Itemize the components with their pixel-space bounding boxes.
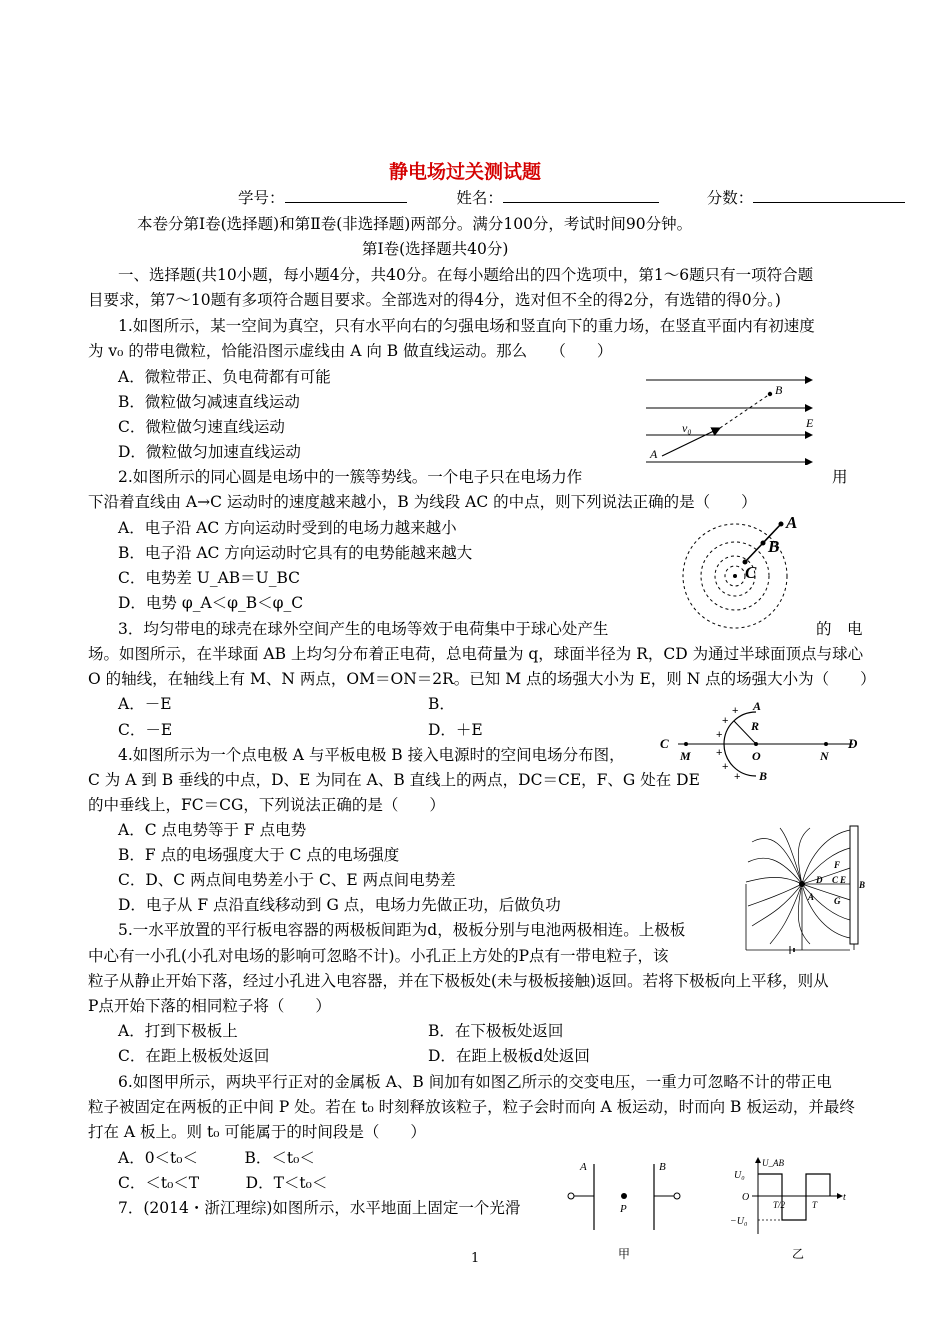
q6-figure-yi <box>730 1152 855 1264</box>
q2-figure <box>675 510 810 635</box>
student-name-blank[interactable] <box>503 187 659 203</box>
q2-fig-label-a: A <box>786 513 798 532</box>
q5-stem-line1: 5.一水平放置的平行板电容器的两极板间距为d，极板分别与电池两极相连。上极板 <box>118 921 686 939</box>
q2-stem-line2: 下沿着直线由 A→C 运动时的速度越来越小，B 为线段 AC 的中点，则下列说法正确的是（ ） <box>88 493 757 511</box>
svg-text:+: + <box>722 715 729 727</box>
q4-stem-line1: 4.如图所示为一个点电极 A 与平板电极 B 接入电源时的空间电场分布图， <box>118 746 625 764</box>
q1-fig-label-v0: v₀ <box>682 421 692 435</box>
q2-stem-line1: 2.如图所示的同心圆是电场中的一簇等势线。一个电子只在电场力作 <box>118 468 583 486</box>
q6-stem-line2: 粒子被固定在两板的正中间 P 处。若在 t₀ 时刻释放该粒子，粒子会时而向 A 板运动，时而向 B 板运动，并最终 <box>88 1098 855 1116</box>
q6-figure-jia <box>562 1158 692 1264</box>
q3-fig-label-m: M <box>680 749 691 763</box>
q3-fig-label-o: O <box>752 749 761 763</box>
q2-fig-label-c: C <box>745 563 757 582</box>
score-label: 分数： <box>706 189 754 207</box>
student-id-blank[interactable] <box>285 187 407 203</box>
student-id-label: 学号： <box>238 189 285 207</box>
q6-fig-label-b: B <box>659 1161 666 1173</box>
page-title: 静电场过关测试题 <box>389 161 542 183</box>
q4-fig-label-b: B <box>859 880 866 890</box>
q2-option-c[interactable]: C．电势差 U_AB＝U_BC <box>118 569 301 587</box>
q5-stem-line4: P点开始下落的相同粒子将（ ） <box>88 997 331 1015</box>
q6-fig-label-neg-u0: −U₀ <box>730 1216 748 1227</box>
q3-fig-label-r: R <box>751 719 760 733</box>
q6-options-ab[interactable]: A．0＜t₀＜ B．＜t₀＜ <box>118 1149 315 1167</box>
svg-text:+: + <box>716 747 723 759</box>
q6-fig-label-yi: 乙 <box>792 1247 805 1261</box>
q3-stem-line1-end: 的 电 <box>816 620 863 638</box>
q6-fig-label-a: A <box>580 1161 587 1173</box>
q3-fig-label-a: A <box>753 700 762 713</box>
svg-text:+: + <box>722 761 729 773</box>
q4-fig-label-f: F <box>834 860 841 870</box>
q1-stem-line1: 1.如图所示，某一空间为真空，只有水平向右的匀强电场和竖直向下的重力场，在竖直平面内有初速度 <box>118 317 815 335</box>
q2-option-d[interactable]: D．电势 φ_A＜φ_B＜φ_C <box>118 594 304 612</box>
q4-stem-line2: C 为 A 到 B 垂线的中点，D、E 为同在 A、B 直线上的两点，DC＝CE，F、G 处在 DE <box>88 771 700 789</box>
q1-fig-label-a: A <box>650 447 658 461</box>
q1-option-d[interactable]: D．微粒做匀加速直线运动 <box>118 443 301 461</box>
q6-options-cd[interactable]: C．＜t₀＜T D．T＜t₀＜ <box>118 1174 328 1192</box>
q3-fig-label-c: C <box>660 736 669 751</box>
page-number: 1 <box>471 1251 480 1266</box>
student-info-line <box>238 186 905 211</box>
q4-fig-label-a: A <box>808 892 815 902</box>
q4-fig-label-g: G <box>834 896 841 906</box>
q5-option-d[interactable]: D．在距上极板d处返回 <box>428 1047 590 1065</box>
svg-text:+: + <box>716 729 723 741</box>
q1-option-b[interactable]: B．微粒做匀减速直线运动 <box>118 393 300 411</box>
q5-option-b[interactable]: B．在下极板处返回 <box>428 1022 564 1040</box>
q4-fig-label-c: C <box>832 875 839 885</box>
q5-option-c[interactable]: C．在距上极板处返回 <box>118 1047 270 1065</box>
q4-fig-label-e: E <box>840 875 847 885</box>
q4-option-d[interactable]: D．电子从 F 点沿直线移动到 G 点，电场力先做正功，后做负功 <box>118 896 561 914</box>
q4-figure <box>740 822 870 962</box>
q3-option-c[interactable]: C．－E <box>118 721 173 739</box>
q3-option-a[interactable]: A．－E <box>118 695 172 713</box>
q4-option-b[interactable]: B．F 点的电场强度大于 C 点的电场强度 <box>118 846 400 864</box>
q5-stem-line2: 中心有一小孔(小孔对电场的影响可忽略不计)。小孔正上方处的P点有一带电粒子，该 <box>88 947 669 965</box>
q4-fig-label-d: D <box>816 875 823 885</box>
q6-fig-label-o: O <box>742 1192 750 1203</box>
q2-fig-label-b: B <box>768 537 780 556</box>
q3-stem-line2: 场。如图所示，在半球面 AB 上均匀分布着正电荷，总电荷量为 q，球面半径为 R，CD 为通过半球面顶点与球心 <box>88 645 864 663</box>
q1-stem-line2: 为 v₀ 的带电微粒，恰能沿图示虚线由 A 向 B 做直线运动。那么 （ ） <box>88 342 613 360</box>
q3-fig-label-b: B <box>759 769 768 783</box>
q1-option-c[interactable]: C．微粒做匀速直线运动 <box>118 418 285 436</box>
q3-fig-label-d: D <box>848 736 858 751</box>
q6-fig-label-u0: U₀ <box>734 1170 745 1181</box>
q3-option-d[interactable]: D．＋E <box>428 721 483 739</box>
q1-option-a[interactable]: A．微粒带正、负电荷都有可能 <box>118 368 331 386</box>
q4-option-a[interactable]: A．C 点电势等于 F 点电势 <box>118 821 307 839</box>
score-blank[interactable] <box>753 187 905 203</box>
section-instructions-line1: 一、选择题(共10小题，每小题4分，共40分。在每小题给出的四个选项中，第1～6题只有一项符合题 <box>118 266 814 284</box>
svg-text:+: + <box>734 771 741 783</box>
q6-fig-label-t: t <box>843 1192 846 1203</box>
q1-figure <box>640 370 825 465</box>
q6-fig-label-half-period: T/2 <box>773 1200 786 1210</box>
q3-fig-label-n: N <box>820 749 829 763</box>
q6-fig-label-uab: U_AB <box>762 1158 784 1168</box>
student-name-label: 姓名： <box>456 189 503 207</box>
q2-option-b[interactable]: B．电子沿 AC 方向运动时它具有的电势能越来越大 <box>118 544 473 562</box>
exam-intro: 本卷分第Ⅰ卷(选择题)和第Ⅱ卷(非选择题)两部分。满分100分，考试时间90分钟。 <box>137 215 693 233</box>
q1-fig-label-b: B <box>775 383 783 397</box>
q6-stem-line1: 6.如图甲所示，两块平行正对的金属板 A、B 间加有如图乙所示的交变电压，一重力可忽略不计的带正电 <box>118 1073 832 1091</box>
q2-option-a[interactable]: A．电子沿 AC 方向运动时受到的电场力越来越小 <box>118 519 457 537</box>
q6-fig-label-period: T <box>812 1200 818 1210</box>
q3-stem-line3: O 的轴线，在轴线上有 M、N 两点，OM＝ON＝2R。已知 M 点的场强大小为 E，则 N 点的场强大小为（ ） <box>88 670 876 688</box>
q6-fig-label-jia: 甲 <box>618 1247 631 1261</box>
q6-fig-label-p: P <box>620 1203 627 1215</box>
q1-fig-label-e: E <box>806 416 814 430</box>
q4-stem-line3: 的中垂线上，FC＝CG，下列说法正确的是（ ） <box>88 796 445 814</box>
q7-stem-line1: 7．(2014・浙江理综)如图所示，水平地面上固定一个光滑 <box>118 1199 521 1217</box>
q3-stem-line1: 3．均匀带电的球壳在球外空间产生的电场等效于电荷集中于球心处产生 <box>118 620 609 638</box>
q2-stem-line1-end: 用 <box>832 468 848 486</box>
part-one-heading: 第Ⅰ卷(选择题共40分) <box>362 240 509 258</box>
q4-option-c[interactable]: C．D、C 两点间电势差小于 C、E 两点间电势差 <box>118 871 456 889</box>
q3-option-b[interactable]: B． <box>428 695 455 713</box>
q6-stem-line3: 打在 A 板上。则 t₀ 可能属于的时间段是（ ） <box>88 1123 426 1141</box>
q5-stem-line3: 粒子从静止开始下落，经过小孔进入电容器，并在下极板处(未与极板接触)返回。若将下极板向上平移，则从 <box>88 972 829 990</box>
svg-text:+: + <box>732 705 739 717</box>
section-instructions-line2: 目要求，第7～10题有多项符合题目要求。全部选对的得4分，选对但不全的得2分，有选错的得0分。) <box>88 291 781 309</box>
q5-option-a[interactable]: A．打到下极板上 <box>118 1022 238 1040</box>
